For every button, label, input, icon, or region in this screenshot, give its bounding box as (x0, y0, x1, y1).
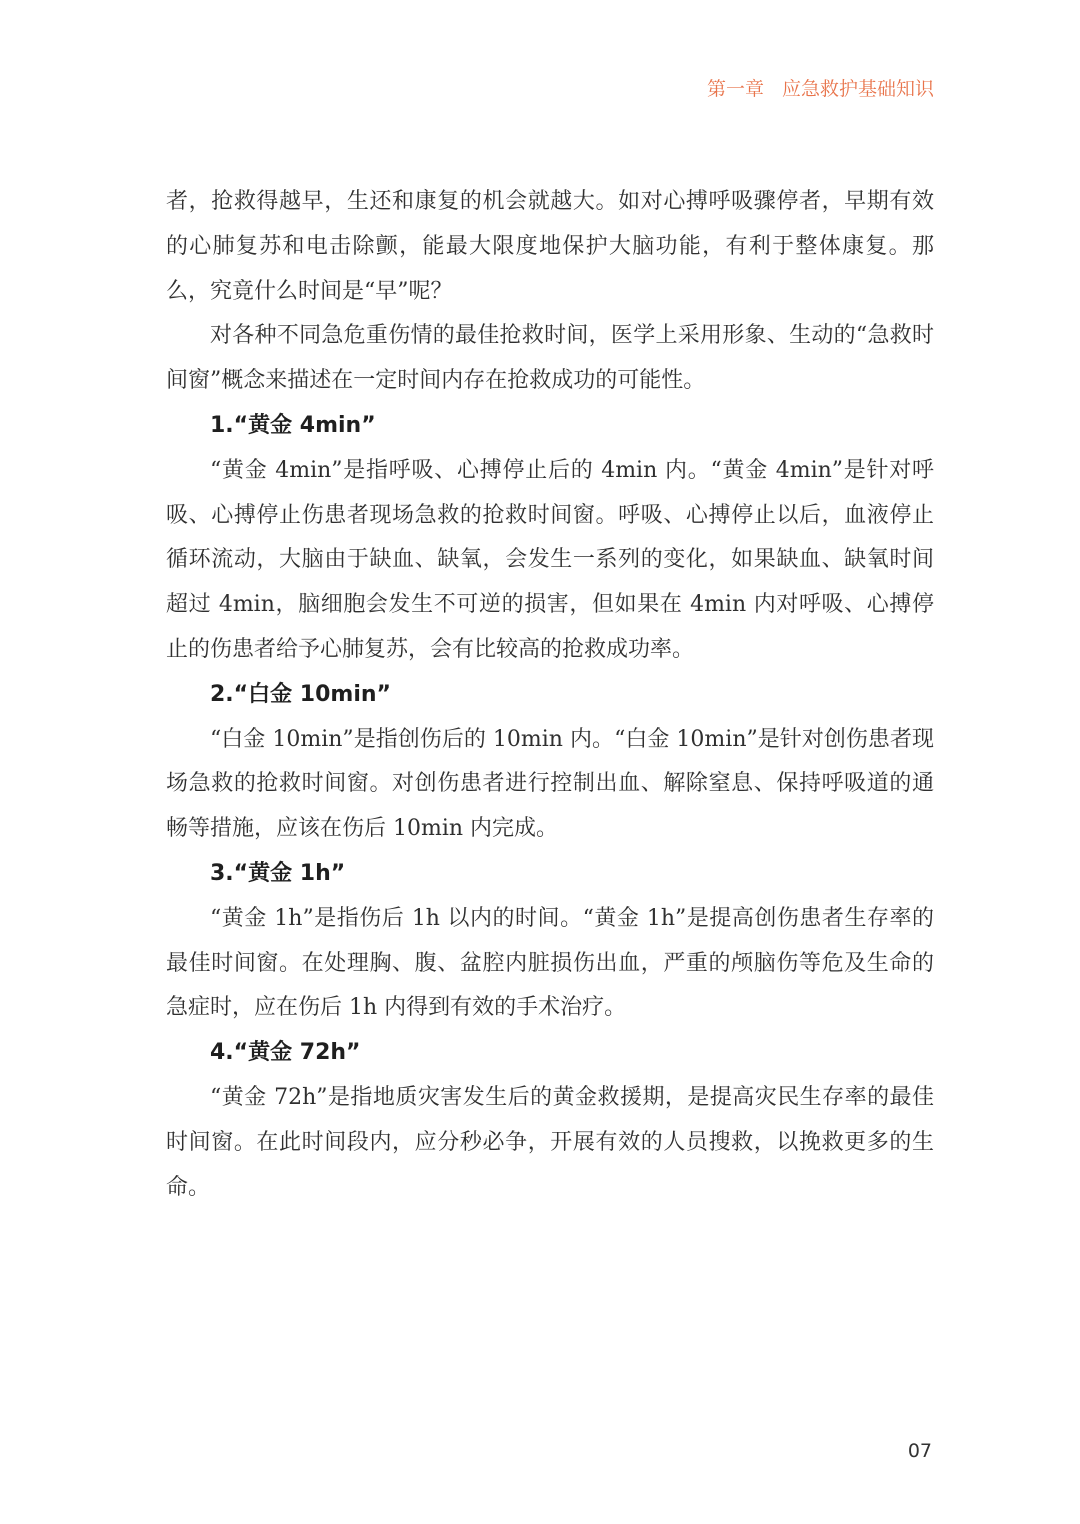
section-heading-golden-72h: 4.“黄金 72h” (210, 1040, 361, 1066)
chapter-number: 第一章 (706, 78, 764, 100)
section-heading-golden-1h: 3.“黄金 1h” (210, 860, 346, 886)
section-text-platinum-10min: “白金 10min”是指创伤后的 10min 内。“白金 10min”是针对创伤患者现场急救的抢救时间窗。对创伤患者进行控制出血、解除窒息、保持呼吸道的通畅等措施，应该在伤后 10min 内完成。 (166, 726, 934, 842)
page-body (166, 180, 934, 1210)
section-heading-platinum-10min: 2.“白金 10min” (210, 681, 391, 707)
section-text-golden-1h: “黄金 1h”是指伤后 1h 以内的时间。“黄金 1h”是提高创伤患者生存率的最佳时间窗。在处理胸、腹、盆腔内脏损伤出血，严重的颅脑伤等危及生命的急症时，应在伤后 1h 内得到有效的手术治疗。 (166, 905, 934, 1021)
running-header (707, 74, 934, 101)
chapter-title: 应急救护基础知识 (781, 78, 934, 100)
page-number: 07 (907, 1440, 932, 1462)
intro-paragraph: 者，抢救得越早，生还和康复的机会就越大。如对心搏呼吸骤停者，早期有效的心肺复苏和电击除颤，能最大限度地保护大脑功能，有利于整体康复。那么，究竟什么时间是“早”呢？ (166, 189, 934, 304)
section-text-golden-4min: “黄金 4min”是指呼吸、心搏停止后的 4min 内。“黄金 4min”是针对呼吸、心搏停止伤患者现场急救的抢救时间窗。呼吸、心搏停止以后，血液停止循环流动，大脑由于缺血、缺氧，会发生一系列的变化，如果缺血、缺氧时间超过 4min，脑细胞会发生不可逆的损害，但如果在 4min 内对呼吸、心搏停止的伤患者给予心肺复苏，会有比较高的抢救成功率。 (166, 457, 934, 662)
time-window-paragraph: 对各种不同急危重伤情的最佳抢救时间，医学上采用形象、生动的“急救时间窗”概念来描述在一定时间内存在抢救成功的可能性。 (166, 323, 934, 394)
section-text-golden-72h: “黄金 72h”是指地质灾害发生后的黄金救援期，是提高灾民生存率的最佳时间窗。在此时间段内，应分秒必争，开展有效的人员搜救，以挽救更多的生命。 (166, 1084, 934, 1200)
section-heading-golden-4min: 1.“黄金 4min” (210, 412, 376, 438)
